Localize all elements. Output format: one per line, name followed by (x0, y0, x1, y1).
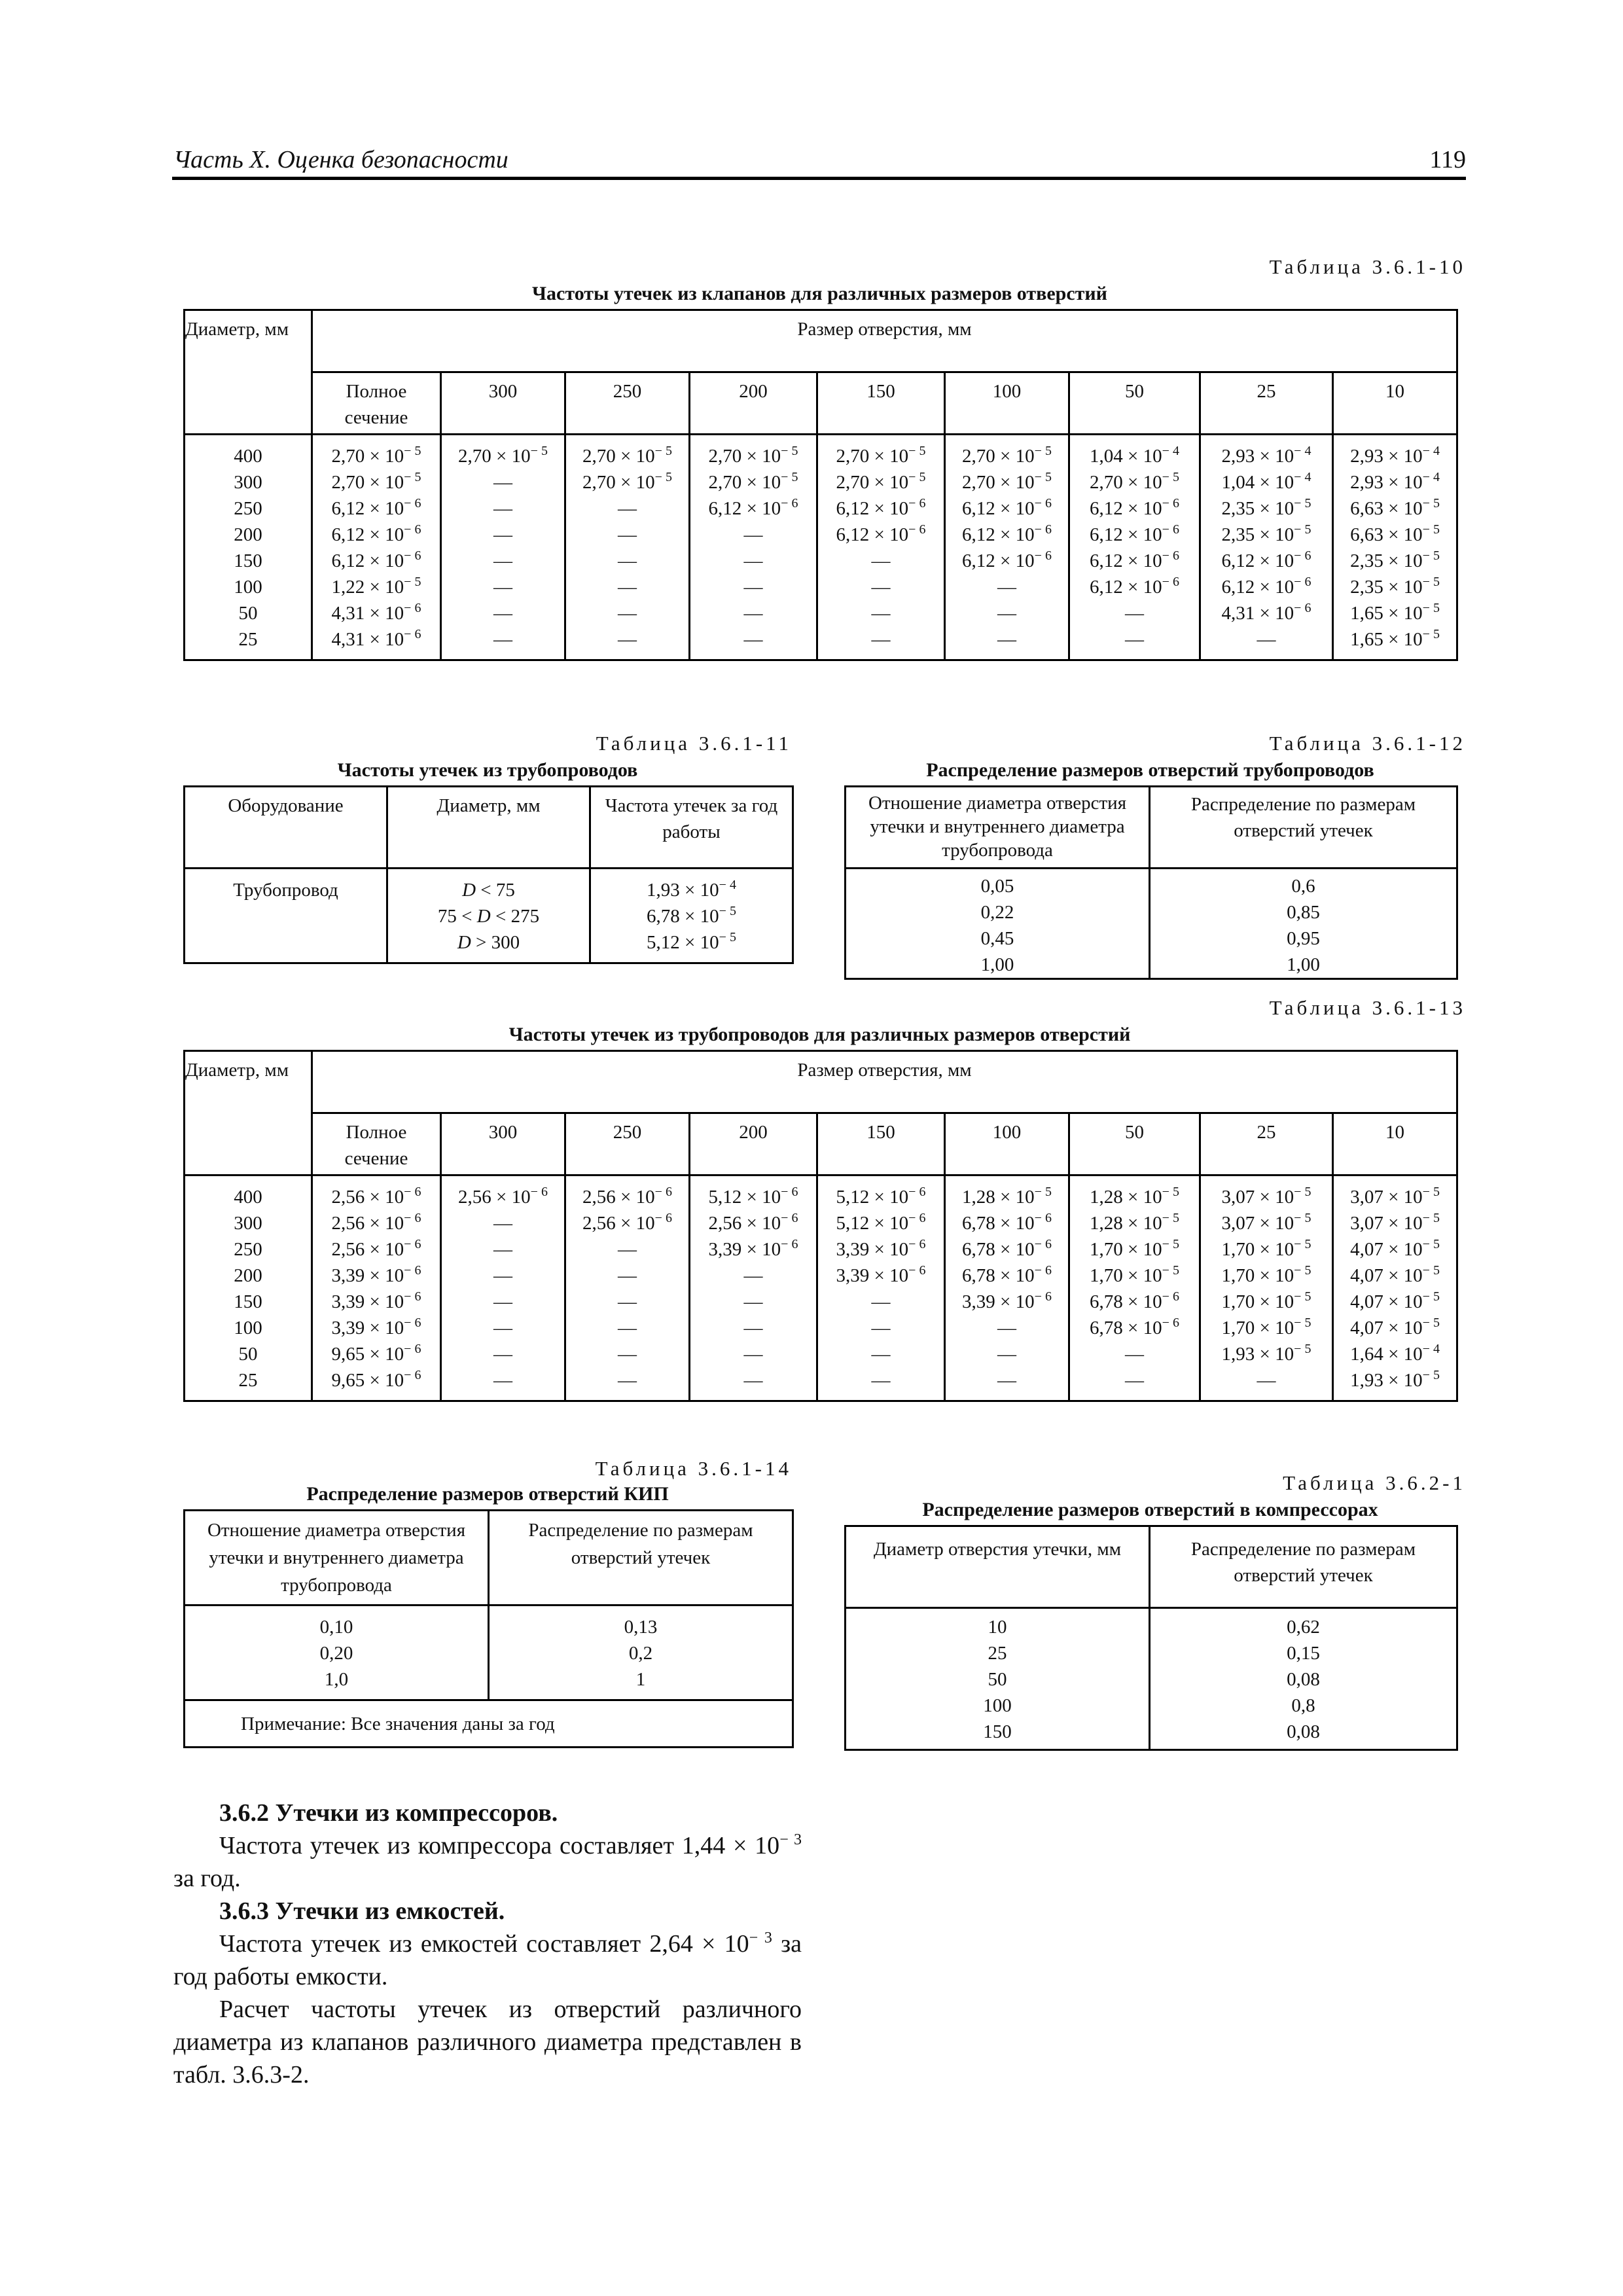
sci-value: $4,07 \times 10^{- 5}$ (1350, 1237, 1440, 1260)
sci-value: $5,12 \times 10^{- 6}$ (836, 1211, 926, 1234)
compressor-hole-distribution-table (844, 1525, 1458, 1751)
distribution-cell (1150, 869, 1457, 979)
ratio-cell (185, 1605, 489, 1700)
diameter-value: 400 (234, 446, 262, 467)
dash-value: — (493, 524, 512, 545)
sci-value: $3,07 \times 10^{- 5}$ (1350, 1185, 1440, 1208)
column-header: 100 (945, 1113, 1069, 1175)
sci-value: $4,31 \times 10^{- 6}$ (1221, 601, 1311, 624)
dash-value: — (618, 1370, 637, 1391)
table-number: Таблица 3.6.1-11 (596, 732, 792, 755)
diameter-header: Диаметр, мм (185, 1051, 312, 1175)
table-cell-value: 0,13 (624, 1617, 658, 1638)
section-heading: 3.6.2 Утечки из компрессоров. (219, 1799, 558, 1827)
sci-value: $2,70 \times 10^{- 5}$ (582, 444, 672, 467)
frequency-column (690, 1175, 817, 1401)
table-number: Таблица 3.6.1-13 (1269, 996, 1466, 1019)
table-title: Частоты утечек из трубопроводов для различных размеров отверстий (508, 1024, 1131, 1045)
instrument-hole-distribution-table (183, 1509, 794, 1748)
sci-value: $9,65 \times 10^{- 6}$ (331, 1342, 421, 1365)
sci-value: $6,78 \times 10^{- 5}$ (647, 904, 736, 927)
sci-value: $2,70 \times 10^{- 5}$ (708, 444, 798, 467)
sci-value: $4,31 \times 10^{- 6}$ (331, 627, 421, 650)
sci-value: $1,93 \times 10^{- 4}$ (647, 878, 736, 901)
sci-value: $2,56 \times 10^{- 6}$ (331, 1237, 421, 1260)
sci-value: $6,12 \times 10^{- 6}$ (962, 496, 1052, 519)
table-title: Распределение размеров отверстий трубопроводов (926, 759, 1374, 781)
dash-value: — (618, 629, 637, 650)
sci-value: $2,35 \times 10^{- 5}$ (1350, 548, 1440, 571)
sci-value: $1,70 \times 10^{- 5}$ (1221, 1263, 1311, 1286)
hole-diameter-cell (846, 1608, 1150, 1750)
dash-value: — (871, 603, 891, 624)
frequency-column (1069, 1175, 1200, 1401)
sci-value: $1,93 \times 10^{- 5}$ (1350, 1368, 1440, 1391)
sci-value: $2,56 \times 10^{- 6}$ (582, 1211, 672, 1234)
sci-value: $2,70 \times 10^{- 5}$ (708, 470, 798, 493)
equipment-cell: Трубопровод (185, 869, 387, 963)
sci-value: $6,12 \times 10^{- 6}$ (331, 548, 421, 571)
frequency-cell (590, 869, 793, 963)
table-cell-value: 0,95 (1287, 928, 1320, 949)
frequency-column (1333, 435, 1457, 660)
sci-value: $6,12 \times 10^{- 6}$ (708, 496, 798, 519)
table-cell-value: 0,08 (1287, 1721, 1320, 1742)
dash-value: — (743, 629, 763, 650)
dash-value: — (1257, 1370, 1276, 1391)
diameter-value: 100 (234, 1318, 262, 1338)
running-header-title: Часть X. Оценка безопасности (173, 146, 508, 173)
hole-size-header: Размер отверстия, мм (312, 1051, 1457, 1113)
sci-value: $6,78 \times 10^{- 6}$ (1090, 1289, 1179, 1312)
diameter-value: 150 (234, 1291, 262, 1312)
dash-value: — (871, 1318, 891, 1338)
dash-value: — (493, 1318, 512, 1338)
table-cell-value: 0,10 (319, 1617, 353, 1638)
paragraph: Частота утечек из емкостей составляет $2,64 \times 10^{- 3}$ за год работы емкости. (173, 1929, 802, 1990)
pipeline-hole-distribution-table (844, 785, 1458, 980)
dash-value: — (743, 603, 763, 624)
table-title: Частоты утечек из трубопроводов (337, 759, 638, 781)
column-header: 150 (817, 1113, 945, 1175)
column-header: Полное сечение (312, 372, 441, 435)
sci-value: $6,12 \times 10^{- 6}$ (331, 496, 421, 519)
frequency-column (441, 1175, 565, 1401)
column-header: 150 (817, 372, 945, 435)
sci-value: $2,56 \times 10^{- 6}$ (331, 1211, 421, 1234)
column-header: 250 (565, 1113, 690, 1175)
table-cell-value: 1 (635, 1669, 646, 1690)
paragraph: Расчет частоты утечек из отверстий различного диаметра из клапанов различного диаметра представлен в табл. 3.6.3-2. (173, 1996, 802, 2089)
column-header: 25 (1200, 372, 1333, 435)
sci-value: $1,28 \times 10^{- 5}$ (1090, 1185, 1179, 1208)
equipment-header: Оборудование (185, 787, 387, 869)
hole-size-header: Размер отверстия, мм (312, 310, 1457, 372)
dash-value: — (1125, 1370, 1144, 1391)
diameter-range: D > 300 (457, 932, 520, 953)
diameter-column (185, 1175, 312, 1401)
column-header: 25 (1200, 1113, 1333, 1175)
sci-value: $1,28 \times 10^{- 5}$ (962, 1185, 1052, 1208)
frequency-column (565, 435, 690, 660)
sci-value: $2,93 \times 10^{- 4}$ (1350, 444, 1440, 467)
dash-value: — (618, 524, 637, 545)
table-cell-value: 1,00 (1287, 954, 1320, 975)
frequency-column (312, 435, 441, 660)
sci-value: $2,93 \times 10^{- 4}$ (1350, 470, 1440, 493)
table-cell-value: 0,45 (980, 928, 1014, 949)
sci-value: $1,70 \times 10^{- 5}$ (1221, 1237, 1311, 1260)
frequency-column (945, 1175, 1069, 1401)
sci-value: $1,64 \times 10^{- 4}$ (1350, 1342, 1440, 1365)
table-cell-value: 0,8 (1291, 1695, 1315, 1716)
sci-value: $2,70 \times 10^{- 5}$ (1090, 470, 1179, 493)
diameter-column (185, 435, 312, 660)
sci-value: $1,93 \times 10^{- 5}$ (1221, 1342, 1311, 1365)
sci-value: $5,12 \times 10^{- 6}$ (708, 1185, 798, 1208)
dash-value: — (493, 577, 512, 598)
dash-value: — (743, 1344, 763, 1365)
sci-value: $1,65 \times 10^{- 5}$ (1350, 627, 1440, 650)
table-title: Распределение размеров отверстий КИП (306, 1483, 669, 1505)
sci-value: $6,78 \times 10^{- 6}$ (962, 1263, 1052, 1286)
sci-value: $1,70 \times 10^{- 5}$ (1221, 1316, 1311, 1338)
ratio-header: Отношение диаметра отверстия утечки и внутреннего диаметра трубопровода (846, 787, 1150, 869)
dash-value: — (743, 524, 763, 545)
frequency-column (1069, 435, 1200, 660)
hole-diameter-header: Диаметр отверстия утечки, мм (846, 1526, 1150, 1608)
sci-value: $2,70 \times 10^{- 5}$ (331, 470, 421, 493)
sci-value: $2,35 \times 10^{- 5}$ (1221, 496, 1311, 519)
table-title: Распределение размеров отверстий в компрессорах (922, 1499, 1378, 1520)
dash-value: — (743, 1291, 763, 1312)
distribution-header: Распределение по размерам отверстий утечек (489, 1511, 793, 1605)
sci-value: $2,35 \times 10^{- 5}$ (1350, 575, 1440, 598)
dash-value: — (493, 629, 512, 650)
sci-value: $6,12 \times 10^{- 6}$ (1221, 575, 1311, 598)
dash-value: — (493, 1239, 512, 1260)
dash-value: — (493, 1344, 512, 1365)
sci-value: $2,56 \times 10^{- 6}$ (708, 1211, 798, 1234)
sci-value: $6,12 \times 10^{- 6}$ (1090, 496, 1179, 519)
sci-value: $3,39 \times 10^{- 6}$ (836, 1237, 926, 1260)
dash-value: — (871, 577, 891, 598)
table-cell-value: 0,62 (1287, 1617, 1320, 1638)
sci-value: $6,78 \times 10^{- 6}$ (962, 1211, 1052, 1234)
sci-value: $1,70 \times 10^{- 5}$ (1090, 1237, 1179, 1260)
sci-value: $6,12 \times 10^{- 6}$ (1090, 548, 1179, 571)
sci-value: $6,12 \times 10^{- 6}$ (1090, 575, 1179, 598)
table-cell-value: 0,22 (980, 902, 1014, 923)
sci-value: $3,07 \times 10^{- 5}$ (1350, 1211, 1440, 1234)
sci-value: $6,78 \times 10^{- 6}$ (1090, 1316, 1179, 1338)
sci-value: $2,93 \times 10^{- 4}$ (1221, 444, 1311, 467)
dash-value: — (618, 1291, 637, 1312)
diameter-value: 50 (238, 1344, 258, 1365)
frequency-column (817, 1175, 945, 1401)
sci-value: $4,07 \times 10^{- 5}$ (1350, 1316, 1440, 1338)
header-rule (172, 177, 1466, 180)
sci-value: $4,31 \times 10^{- 6}$ (331, 601, 421, 624)
column-header: 10 (1333, 372, 1457, 435)
dash-value: — (743, 577, 763, 598)
sci-value: $1,04 \times 10^{- 4}$ (1090, 444, 1179, 467)
sci-value: $6,12 \times 10^{- 6}$ (1090, 522, 1179, 545)
sci-value: $2,70 \times 10^{- 5}$ (836, 444, 926, 467)
frequency-column (1200, 435, 1333, 660)
table-cell-value: 0,2 (628, 1643, 653, 1664)
frequency-column (565, 1175, 690, 1401)
dash-value: — (493, 498, 512, 519)
dash-value: — (871, 1370, 891, 1391)
sci-value: $6,12 \times 10^{- 6}$ (331, 522, 421, 545)
sci-value: $4,07 \times 10^{- 5}$ (1350, 1263, 1440, 1286)
table-cell-value: 25 (988, 1643, 1007, 1664)
distribution-header: Распределение по размерам отверстий утечек (1150, 1526, 1457, 1608)
dash-value: — (618, 1239, 637, 1260)
dash-value: — (997, 603, 1016, 624)
dash-value: — (493, 472, 512, 493)
column-header: 10 (1333, 1113, 1457, 1175)
sci-value: $9,65 \times 10^{- 6}$ (331, 1368, 421, 1391)
dash-value: — (618, 1344, 637, 1365)
dash-value: — (871, 629, 891, 650)
distribution-cell (489, 1605, 793, 1700)
table-number: Таблица 3.6.1-10 (1269, 255, 1466, 278)
diameter-value: 300 (234, 1213, 262, 1234)
sci-value: $2,70 \times 10^{- 5}$ (962, 470, 1052, 493)
column-header: 300 (441, 372, 565, 435)
column-header: 100 (945, 372, 1069, 435)
sci-value: $3,39 \times 10^{- 6}$ (331, 1316, 421, 1338)
sci-value: $6,63 \times 10^{- 5}$ (1350, 522, 1440, 545)
dash-value: — (997, 629, 1016, 650)
diameter-value: 25 (238, 1370, 258, 1391)
dash-value: — (743, 1370, 763, 1391)
column-header: 200 (690, 1113, 817, 1175)
sci-value: $4,07 \times 10^{- 5}$ (1350, 1289, 1440, 1312)
dash-value: — (871, 550, 891, 571)
sci-value: $6,12 \times 10^{- 6}$ (1221, 548, 1311, 571)
sci-value: $2,56 \times 10^{- 6}$ (458, 1185, 548, 1208)
table-cell-value: 150 (983, 1721, 1012, 1742)
table-cell-value: 1,00 (980, 954, 1014, 975)
dash-value: — (493, 603, 512, 624)
dash-value: — (743, 1318, 763, 1338)
sci-value: $6,12 \times 10^{- 6}$ (962, 548, 1052, 571)
frequency-column (1333, 1175, 1457, 1401)
dash-value: — (493, 1213, 512, 1234)
sci-value: $1,28 \times 10^{- 5}$ (1090, 1211, 1179, 1234)
frequency-column (441, 435, 565, 660)
diameter-value: 25 (238, 629, 258, 650)
column-header: 50 (1069, 1113, 1200, 1175)
dash-value: — (871, 1344, 891, 1365)
dash-value: — (618, 550, 637, 571)
sci-value: $1,70 \times 10^{- 5}$ (1221, 1289, 1311, 1312)
dash-value: — (1257, 629, 1276, 650)
page-number: 119 (1429, 146, 1466, 173)
distribution-header: Распределение по размерам отверстий утечек (1150, 787, 1457, 869)
dash-value: — (743, 1265, 763, 1286)
sci-value: $2,70 \times 10^{- 5}$ (582, 470, 672, 493)
diameter-value: 400 (234, 1187, 262, 1208)
dash-value: — (493, 550, 512, 571)
frequency-column (1200, 1175, 1333, 1401)
pipeline-hole-frequency-table (183, 1050, 1458, 1402)
sci-value: $2,70 \times 10^{- 5}$ (962, 444, 1052, 467)
table-cell-value: 0,20 (319, 1643, 353, 1664)
pipeline-leak-frequency-table (183, 785, 794, 964)
table-cell-value: 0,85 (1287, 902, 1320, 923)
diameter-value: 250 (234, 498, 262, 519)
column-header: Полное сечение (312, 1113, 441, 1175)
table-number: Таблица 3.6.1-12 (1269, 732, 1466, 755)
dash-value: — (618, 1265, 637, 1286)
dash-value: — (743, 550, 763, 571)
sci-value: $6,78 \times 10^{- 6}$ (962, 1237, 1052, 1260)
diameter-value: 50 (238, 603, 258, 624)
diameter-range: D < 75 (462, 880, 515, 901)
table-number: Таблица 3.6.2-1 (1283, 1471, 1466, 1494)
sci-value: $1,65 \times 10^{- 5}$ (1350, 601, 1440, 624)
sci-value: $3,39 \times 10^{- 6}$ (836, 1263, 926, 1286)
dash-value: — (997, 1318, 1016, 1338)
sci-value: $3,39 \times 10^{- 6}$ (331, 1289, 421, 1312)
dash-value: — (618, 577, 637, 598)
dash-value: — (618, 1318, 637, 1338)
dash-value: — (1125, 1344, 1144, 1365)
section-heading: 3.6.3 Утечки из емкостей. (219, 1897, 505, 1925)
dash-value: — (1125, 629, 1144, 650)
dash-value: — (997, 1344, 1016, 1365)
body-text (173, 1797, 802, 2091)
sci-value: $5,12 \times 10^{- 6}$ (836, 1185, 926, 1208)
diameter-value: 250 (234, 1239, 262, 1260)
diameter-header: Диаметр, мм (185, 310, 312, 435)
frequency-column (690, 435, 817, 660)
diameter-value: 200 (234, 524, 262, 545)
sci-value: $3,07 \times 10^{- 5}$ (1221, 1211, 1311, 1234)
frequency-column (817, 435, 945, 660)
diameter-value: 200 (234, 1265, 262, 1286)
distribution-cell (1150, 1608, 1457, 1750)
column-header: 250 (565, 372, 690, 435)
dash-value: — (493, 1265, 512, 1286)
column-header: 300 (441, 1113, 565, 1175)
table-cell-value: 0,05 (980, 876, 1014, 897)
dash-value: — (997, 1370, 1016, 1391)
sci-value: $3,07 \times 10^{- 5}$ (1221, 1185, 1311, 1208)
sci-value: $2,70 \times 10^{- 5}$ (836, 470, 926, 493)
table-cell-value: 0,6 (1291, 876, 1315, 897)
sci-value: $1,22 \times 10^{- 5}$ (331, 575, 421, 598)
diameter-value: 150 (234, 550, 262, 571)
paragraph: Частота утечек из компрессора составляет $1,44 \times 10^{- 3}$ за год. (173, 1831, 802, 1892)
sci-value: $1,70 \times 10^{- 5}$ (1090, 1263, 1179, 1286)
sci-value: $2,56 \times 10^{- 6}$ (582, 1185, 672, 1208)
sci-value: $2,70 \times 10^{- 5}$ (458, 444, 548, 467)
diameter-value: 100 (234, 577, 262, 598)
ratio-header: Отношение диаметра отверстия утечки и внутреннего диаметра трубопровода (185, 1511, 489, 1605)
dash-value: — (871, 1291, 891, 1312)
sci-value: $1,04 \times 10^{- 4}$ (1221, 470, 1311, 493)
table-title: Частоты утечек из клапанов для различных размеров отверстий (532, 283, 1107, 304)
column-header: 50 (1069, 372, 1200, 435)
dash-value: — (997, 577, 1016, 598)
sci-value: $5,12 \times 10^{- 5}$ (647, 930, 736, 953)
sci-value: $6,12 \times 10^{- 6}$ (836, 496, 926, 519)
diameter-range: 75 < D < 275 (437, 906, 540, 927)
valve-leak-frequency-table (183, 309, 1458, 661)
table-cell-value: 50 (988, 1669, 1007, 1690)
sci-value: $2,70 \times 10^{- 5}$ (331, 444, 421, 467)
table-cell-value: 1,0 (324, 1669, 349, 1690)
column-header: 200 (690, 372, 817, 435)
diameter-cell (387, 869, 590, 963)
sci-value: $3,39 \times 10^{- 6}$ (708, 1237, 798, 1260)
dash-value: — (1125, 603, 1144, 624)
dash-value: — (618, 498, 637, 519)
sci-value: $6,12 \times 10^{- 6}$ (836, 522, 926, 545)
table-number: Таблица 3.6.1-14 (595, 1457, 792, 1480)
diameter-value: 300 (234, 472, 262, 493)
table-cell-value: 100 (983, 1695, 1012, 1716)
sci-value: $6,63 \times 10^{- 5}$ (1350, 496, 1440, 519)
dash-value: — (493, 1291, 512, 1312)
frequency-header: Частота утечек за год работы (590, 787, 793, 869)
sci-value: $6,12 \times 10^{- 6}$ (962, 522, 1052, 545)
sci-value: $2,56 \times 10^{- 6}$ (331, 1185, 421, 1208)
dash-value: — (618, 603, 637, 624)
frequency-column (945, 435, 1069, 660)
diameter-header: Диаметр, мм (387, 787, 590, 869)
table-cell-value: 0,15 (1287, 1643, 1320, 1664)
sci-value: $2,35 \times 10^{- 5}$ (1221, 522, 1311, 545)
table-cell-value: 0,08 (1287, 1669, 1320, 1690)
dash-value: — (493, 1370, 512, 1391)
sci-value: $3,39 \times 10^{- 6}$ (331, 1263, 421, 1286)
table-note: Примечание: Все значения даны за год (185, 1700, 793, 1748)
ratio-cell (846, 869, 1150, 979)
table-cell-value: 10 (988, 1617, 1007, 1638)
frequency-column (312, 1175, 441, 1401)
sci-value: $3,39 \times 10^{- 6}$ (962, 1289, 1052, 1312)
